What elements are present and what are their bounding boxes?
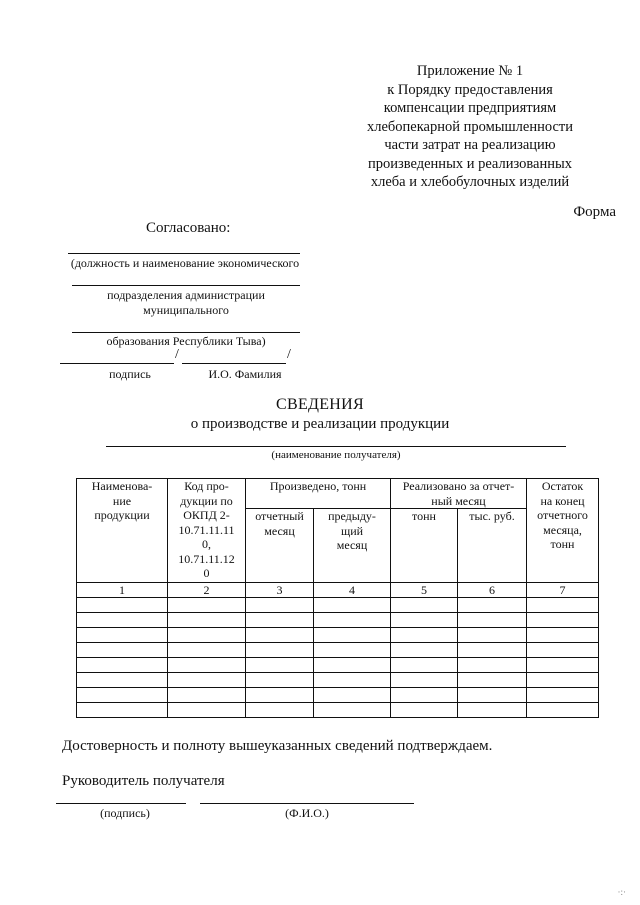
text-line: на конец (540, 493, 585, 508)
table-cell (168, 643, 246, 658)
table-cell (391, 673, 458, 688)
recipient-caption: (наименование получателя) (271, 449, 401, 461)
table-row (77, 688, 599, 703)
table-cell (77, 703, 168, 718)
column-number: 2 (168, 583, 246, 598)
approval-caption-2a: подразделения администрации (107, 288, 265, 302)
text-line: к Порядку предоставления (387, 81, 553, 98)
text-line: тонн (550, 537, 575, 551)
head-of-recipient-label: Руководитель получателя (62, 773, 225, 789)
column-number: 4 (314, 583, 391, 598)
text-line: дукции по (180, 493, 233, 508)
approval-line-3 (72, 332, 300, 333)
table-cell (391, 703, 458, 718)
annex-block (340, 62, 600, 192)
table-row (77, 643, 599, 658)
table-cell (314, 598, 391, 613)
head-signature-line (56, 803, 186, 804)
head-fio-caption: (Ф.И.О.) (285, 806, 329, 820)
table-cell (246, 613, 314, 628)
document-title: СВЕДЕНИЯ (276, 396, 364, 413)
signature-caption: подпись (109, 367, 151, 381)
table-cell (458, 703, 527, 718)
text-line: Наименова- (91, 479, 153, 493)
recipient-line (106, 446, 566, 447)
header-produced-previous (314, 509, 391, 583)
table-cell (77, 628, 168, 643)
text-line: щий (340, 523, 364, 538)
table-cell (458, 628, 527, 643)
form-label: Форма (573, 204, 616, 220)
text-line: Приложение № 1 (416, 63, 524, 79)
table-cell (168, 658, 246, 673)
table-row (77, 598, 599, 613)
table-cell (246, 643, 314, 658)
text-line: компенсации предприятиям (383, 100, 557, 116)
table-cell (527, 643, 599, 658)
table-cell (314, 628, 391, 643)
header-sold-tons: тонн (391, 509, 458, 583)
text-line: ОКПД 2- (183, 508, 230, 522)
slash-left: / (175, 347, 179, 362)
table-cell (168, 613, 246, 628)
text-line: ный месяц (431, 493, 486, 508)
column-number: 1 (77, 583, 168, 598)
text-line: 10.71.11.11 (178, 522, 235, 537)
table-cell (314, 658, 391, 673)
signature-line (60, 363, 174, 364)
table-cell (391, 643, 458, 658)
table-cell (77, 613, 168, 628)
table-row (77, 658, 599, 673)
table-cell (77, 643, 168, 658)
table-cell (458, 643, 527, 658)
table-cell (314, 703, 391, 718)
table-cell (314, 688, 391, 703)
text-line: Реализовано за отчет- (402, 479, 515, 493)
table-cell (458, 658, 527, 673)
production-table (76, 478, 599, 718)
table-cell (168, 688, 246, 703)
approval-caption-3: образования Республики Тыва) (106, 334, 266, 348)
text-line: предыду- (328, 509, 376, 523)
document-subtitle: о производстве и реализации продукции (190, 416, 450, 432)
table-cell (391, 688, 458, 703)
confirmation-text: Достоверность и полноту вышеуказанных сведений подтверждаем. (62, 738, 493, 754)
table-cell (168, 628, 246, 643)
table-cell (77, 658, 168, 673)
table-cell (314, 613, 391, 628)
table-cell (527, 688, 599, 703)
text-line: части затрат на реализацию (384, 137, 556, 153)
table-cell (527, 628, 599, 643)
header-sold (391, 479, 527, 509)
text-line: Код про- (184, 479, 229, 493)
table-cell (314, 673, 391, 688)
text-line: Остаток (541, 479, 584, 493)
text-line: 10.71.11.12 (178, 551, 235, 566)
column-number: 7 (527, 583, 599, 598)
text-line: месяц (336, 538, 368, 552)
text-line: отчетный (255, 509, 304, 523)
header-product-code (168, 479, 246, 583)
header-produced: Произведено, тонн (246, 479, 391, 509)
table-cell (391, 658, 458, 673)
column-number-row (77, 583, 599, 598)
name-caption: И.О. Фамилия (208, 367, 282, 381)
table-cell (77, 673, 168, 688)
table-cell (77, 598, 168, 613)
text-line: 0 (203, 566, 210, 580)
approval-caption-1: (должность и наименование экономического (70, 256, 300, 270)
approval-title: Согласовано: (146, 220, 231, 236)
table-cell (77, 688, 168, 703)
text-line: месяц (264, 523, 295, 538)
table-cell (458, 688, 527, 703)
table-cell (458, 613, 527, 628)
table-cell (168, 703, 246, 718)
column-number: 6 (458, 583, 527, 598)
table-cell (391, 598, 458, 613)
header-produced-current (246, 509, 314, 583)
table-cell (458, 673, 527, 688)
table-cell (458, 598, 527, 613)
table-cell (527, 703, 599, 718)
header-sold-rub: тыс. руб. (458, 509, 527, 583)
approval-caption-2b: муниципального (143, 303, 229, 317)
text-line: произведенных и реализованных (367, 155, 572, 172)
table-cell (527, 613, 599, 628)
slash-right: / (287, 347, 291, 362)
table-row (77, 673, 599, 688)
text-line: ние (112, 493, 132, 508)
table-cell (246, 628, 314, 643)
table-cell (246, 658, 314, 673)
text-line: месяца, (543, 522, 582, 537)
name-line (182, 363, 286, 364)
head-fio-line (200, 803, 414, 804)
table-row (77, 703, 599, 718)
table-cell (391, 628, 458, 643)
table-row (77, 613, 599, 628)
corner-mark: ·:· (617, 887, 626, 897)
table-cell (314, 643, 391, 658)
column-number: 3 (246, 583, 314, 598)
table-cell (168, 598, 246, 613)
text-line: 0, (202, 537, 211, 551)
text-line: продукции (94, 508, 150, 522)
approval-line-1 (68, 253, 300, 254)
table-cell (246, 703, 314, 718)
text-line: отчетного (537, 508, 588, 522)
text-line: хлеба и хлебобулочных изделий (370, 174, 570, 190)
table-cell (527, 598, 599, 613)
table-cell (391, 613, 458, 628)
header-product-name (77, 479, 168, 583)
header-remainder (527, 479, 599, 583)
table-cell (527, 673, 599, 688)
table-cell (168, 673, 246, 688)
column-number: 5 (391, 583, 458, 598)
table-cell (246, 688, 314, 703)
table-row (77, 628, 599, 643)
text-line: хлебопекарной промышленности (366, 118, 574, 135)
table-cell (246, 598, 314, 613)
approval-line-2 (72, 285, 300, 286)
table-cell (246, 673, 314, 688)
head-signature-caption: (подпись) (100, 806, 150, 820)
table-cell (527, 658, 599, 673)
